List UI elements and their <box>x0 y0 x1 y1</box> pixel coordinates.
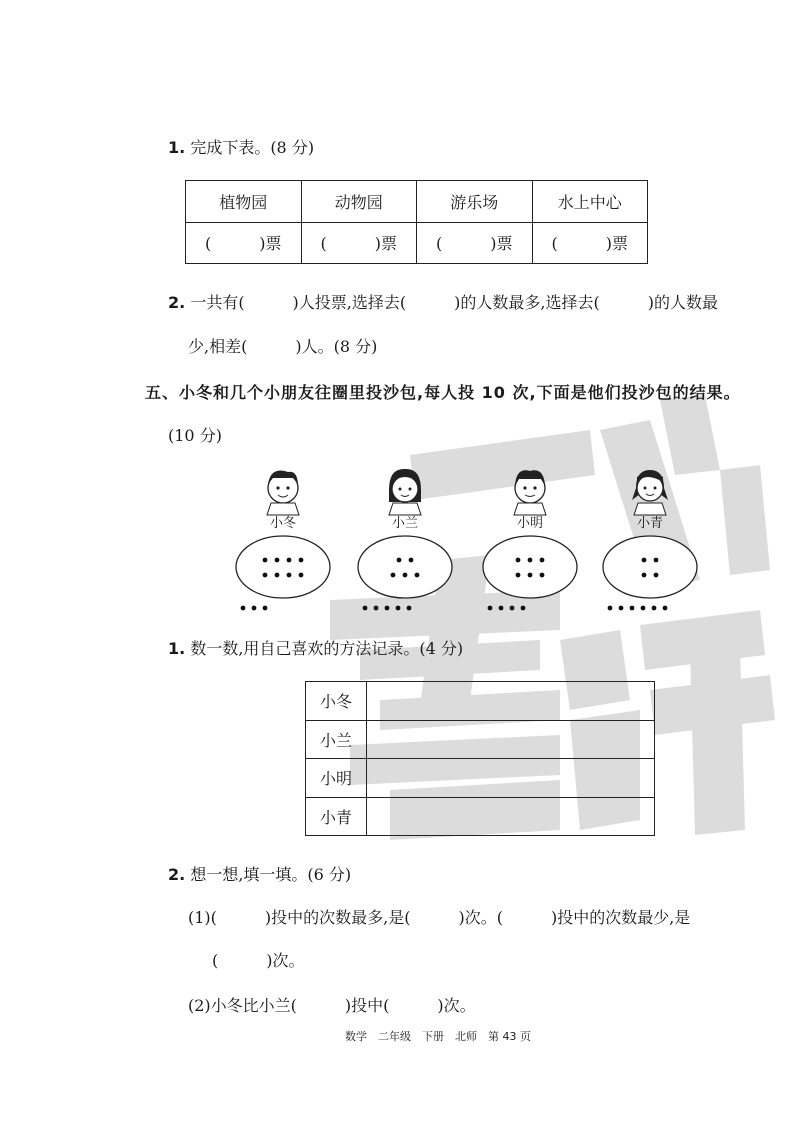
beanbag-outside-ring <box>263 606 268 611</box>
s5-q1-prompt <box>168 636 463 659</box>
beanbag-outside-ring <box>241 606 246 611</box>
kid-name-label: 小兰 <box>391 516 418 531</box>
record-name-cell: 小明 <box>306 759 367 798</box>
ring-xiaodong <box>236 536 330 598</box>
ticket-blank[interactable]: ( )票 <box>301 222 417 264</box>
q2-vote-summary <box>168 290 718 313</box>
beanbag-in-ring <box>287 573 292 578</box>
record-answer-cell[interactable] <box>367 797 655 836</box>
question-number: 2. <box>168 293 186 312</box>
table-row <box>306 720 655 759</box>
record-name-cell: 小青 <box>306 797 367 836</box>
ticket-blank[interactable]: ( )票 <box>186 222 302 264</box>
beanbag-outside-ring <box>663 606 668 611</box>
ring-xiaoqing <box>603 536 697 598</box>
vote-table <box>185 180 648 264</box>
record-name-cell: 小兰 <box>306 720 367 759</box>
table-row <box>186 222 648 264</box>
beanbag-outside-ring <box>385 606 390 611</box>
beanbag-outside-ring <box>521 606 526 611</box>
beanbag-outside-ring <box>652 606 657 611</box>
beanbag-outside-ring <box>374 606 379 611</box>
question-text: 完成下表。(8 分) <box>190 138 315 157</box>
beanbag-in-ring <box>528 558 533 563</box>
beanbag-in-ring <box>642 558 647 563</box>
beanbag-in-ring <box>275 573 280 578</box>
kid-name-label: 小青 <box>636 516 663 531</box>
s5-q2-sub2: (2)小冬比小兰( )投中( )次。 <box>188 996 476 1015</box>
table-header-row <box>186 181 648 223</box>
kid-name-label: 小冬 <box>269 516 296 531</box>
table-header-cell: 水上中心 <box>532 181 648 223</box>
beanbag-in-ring <box>287 558 292 563</box>
beanbag-outside-ring <box>641 606 646 611</box>
beanbag-in-ring <box>263 573 268 578</box>
beanbag-in-ring <box>528 573 533 578</box>
table-row <box>306 759 655 798</box>
beanbag-outside-ring <box>407 606 412 611</box>
beanbag-in-ring <box>263 558 268 563</box>
beanbag-outside-ring <box>488 606 493 611</box>
question-number: 1. <box>168 138 186 157</box>
ring-xiaoming <box>483 536 577 598</box>
section5-title: 五、小冬和几个小朋友往圈里投沙包,每人投 10 次,下面是他们投沙包的结果。 <box>145 383 741 402</box>
ticket-blank[interactable]: ( )票 <box>417 222 533 264</box>
beanbag-in-ring <box>540 573 545 578</box>
beanbag-illustration <box>225 460 725 620</box>
question-text-line1: 一共有( )人投票,选择去( )的人数最多,选择去( )的人数最 <box>190 293 718 312</box>
record-table <box>305 681 655 836</box>
record-name-cell: 小冬 <box>306 682 367 721</box>
beanbag-in-ring <box>415 573 420 578</box>
section5-points: (10 分) <box>168 426 222 445</box>
beanbag-outside-ring <box>396 606 401 611</box>
beanbag-in-ring <box>642 573 647 578</box>
beanbag-outside-ring <box>499 606 504 611</box>
s5-q2-sub1-line2: ( )次。 <box>212 951 305 970</box>
record-answer-cell[interactable] <box>367 682 655 721</box>
page-footer: 数学 二年级 下册 北师 第 43 页 <box>345 1030 531 1043</box>
table-row <box>306 797 655 836</box>
kid-xiaolan-figure <box>389 469 421 515</box>
question-number: 2. <box>168 865 186 884</box>
beanbag-in-ring <box>275 558 280 563</box>
kid-xiaoming-figure <box>514 470 546 515</box>
kid-name-label: 小明 <box>516 516 543 531</box>
beanbag-in-ring <box>409 558 414 563</box>
beanbag-in-ring <box>540 558 545 563</box>
ticket-blank[interactable]: ( )票 <box>532 222 648 264</box>
beanbag-in-ring <box>397 558 402 563</box>
question-text-line2: 少,相差( )人。(8 分) <box>188 337 378 356</box>
question-number: 1. <box>168 639 186 658</box>
table-header-cell: 植物园 <box>186 181 302 223</box>
question-text: 数一数,用自己喜欢的方法记录。(4 分) <box>190 639 464 658</box>
table-header-cell: 游乐场 <box>417 181 533 223</box>
beanbag-outside-ring <box>510 606 515 611</box>
kid-xiaoqing-figure <box>632 470 668 515</box>
beanbag-in-ring <box>299 573 304 578</box>
beanbag-outside-ring <box>619 606 624 611</box>
beanbag-outside-ring <box>252 606 257 611</box>
beanbag-outside-ring <box>363 606 368 611</box>
kid-xiaodong-figure <box>267 471 299 516</box>
record-answer-cell[interactable] <box>367 720 655 759</box>
s5-q2-sub1-line1: (1)( )投中的次数最多,是( )次。( )投中的次数最少,是 <box>188 908 691 927</box>
beanbag-in-ring <box>654 573 659 578</box>
beanbag-in-ring <box>299 558 304 563</box>
question-text: 想一想,填一填。(6 分) <box>190 865 352 884</box>
beanbag-outside-ring <box>608 606 613 611</box>
beanbag-in-ring <box>403 573 408 578</box>
table-header-cell: 动物园 <box>301 181 417 223</box>
record-answer-cell[interactable] <box>367 759 655 798</box>
beanbag-in-ring <box>391 573 396 578</box>
s5-q2-prompt <box>168 862 351 885</box>
q1-completion-prompt <box>168 135 314 158</box>
beanbag-in-ring <box>654 558 659 563</box>
ring-xiaolan <box>358 536 452 598</box>
beanbag-in-ring <box>516 558 521 563</box>
table-row <box>306 682 655 721</box>
beanbag-outside-ring <box>630 606 635 611</box>
beanbag-in-ring <box>516 573 521 578</box>
